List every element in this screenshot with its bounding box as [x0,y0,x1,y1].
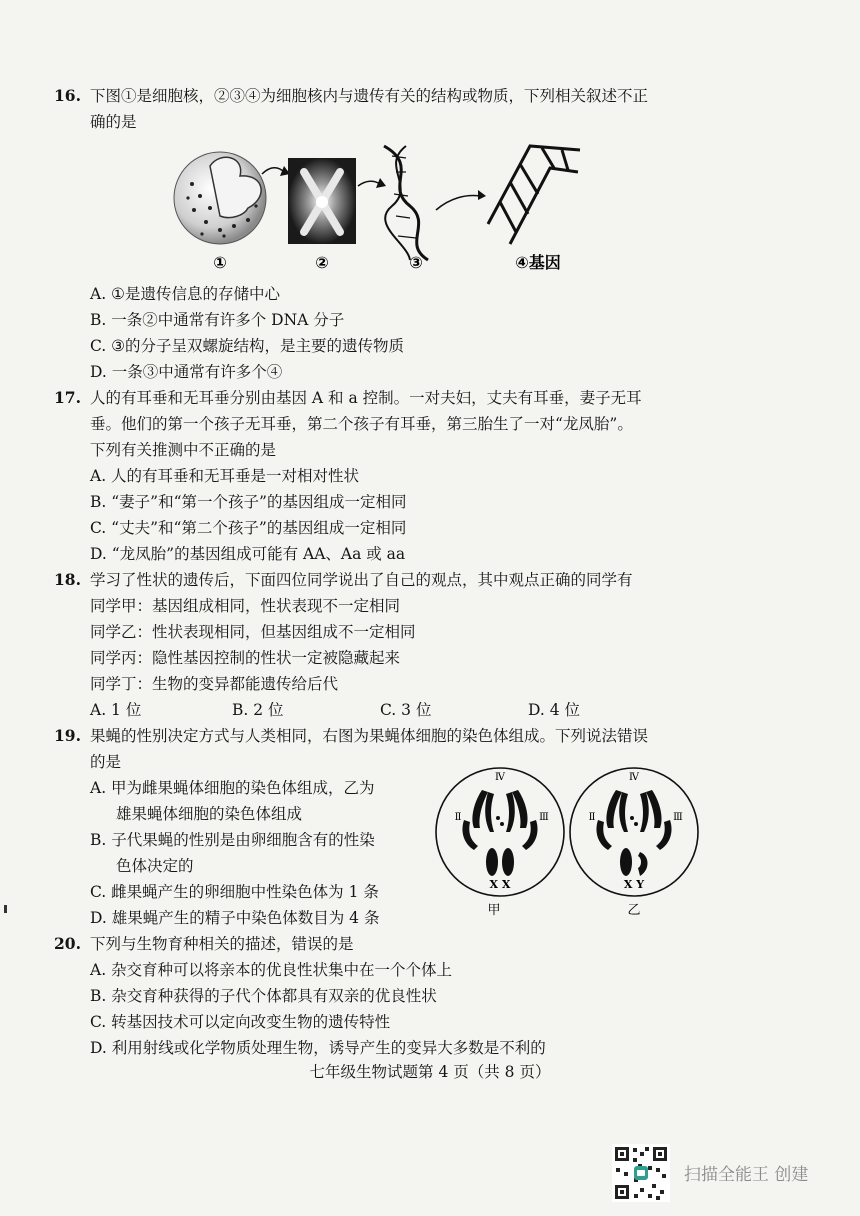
cell-jia-roman-2a: Ⅱ [454,812,462,823]
dna-helix [384,146,428,260]
q18-option-a: A. 1 位 [90,701,142,719]
scan-edge-mark [4,905,7,913]
q18-view-ding: 同学丁：生物的变异都能遗传给后代 [90,675,339,693]
q19-chromosome-figure [434,762,704,932]
q19-number: 19. [54,726,81,745]
q20-number: 20. [54,934,81,953]
q19-option-b-line2: 色体决定的 [116,857,194,875]
q17-option-d: D. “龙凤胎”的基因组成可能有 AA、Aa 或 aa [90,545,406,563]
q18-stem-line1: 学习了性状的遗传后，下面四位同学说出了自己的观点，其中观点正确的同学有 [90,571,633,589]
q19-option-c: C. 雌果蝇产生的卵细胞中性染色体为 1 条 [90,883,379,901]
q19-option-a-line1: A. 甲为雌果蝇体细胞的染色体组成，乙为 [90,779,375,797]
q18-option-d: D. 4 位 [528,701,581,719]
q20-option-c: C. 转基因技术可以定向改变生物的遗传特性 [90,1013,391,1031]
q20-option-d: D. 利用射线或化学物质处理生物，诱导产生的变异大多数是不利的 [90,1039,546,1057]
qr-code-icon [612,1144,674,1202]
q16-option-c: C. ③的分子呈双螺旋结构，是主要的遗传物质 [90,337,405,355]
q17-stem-line3: 下列有关推测中不正确的是 [90,441,277,459]
q18-view-bing: 同学丙：隐性基因控制的性状一定被隐藏起来 [90,649,401,667]
q17-option-c: C. “丈夫”和“第二个孩子”的基因组成一定相同 [90,519,407,537]
cell-jia-label: 甲 [487,903,501,918]
cell-yi-roman-2a: Ⅱ [588,812,596,823]
q17-option-b: B. “妻子”和“第一个孩子”的基因组成一定相同 [90,493,407,511]
q19-option-a-line2: 雄果蝇体细胞的染色体组成 [116,805,303,823]
q18-option-c: C. 3 位 [380,701,432,719]
q17-stem-line1: 人的有耳垂和无耳垂分别由基因 A 和 a 控制。一对夫妇，丈夫有耳垂，妻子无耳 [90,389,642,407]
q18-number: 18. [54,570,81,589]
q16-option-a: A. ①是遗传信息的存储中心 [90,285,280,303]
q20-stem-line1: 下列与生物育种相关的描述，错误的是 [90,935,354,953]
q16-stem-line2: 确的是 [90,113,137,131]
q20-option-a: A. 杂交育种可以将亲本的优良性状集中在一个个体上 [90,961,453,979]
label-3: ③ [409,253,423,272]
scanner-watermark [612,1144,852,1202]
cell-yi-roman-3a: Ⅲ [673,812,683,823]
q17-stem-line2: 垂。他们的第一个孩子无耳垂，第二个孩子有耳垂，第三胎生了一对“龙凤胎”。 [90,415,633,433]
nucleus-sphere [174,152,266,244]
q18-view-jia: 同学甲：基因组成相同，性状表现不一定相同 [90,597,401,615]
q17-option-a: A. 人的有耳垂和无耳垂是一对相对性状 [90,467,360,485]
cell-yi-roman-4: Ⅳ [629,772,639,783]
watermark-text: 扫描全能王 创建 [684,1165,809,1185]
q16-stem-line1: 下图①是细胞核，②③④为细胞核内与遗传有关的结构或物质，下列相关叙述不正 [90,87,649,105]
q16-option-b: B. 一条②中通常有许多个 DNA 分子 [90,311,345,329]
q16-option-d: D. 一条③中通常有许多个④ [90,363,283,381]
page-footer: 七年级生物试题第 4 页（共 8 页） [309,1063,551,1081]
cell-yi [570,768,698,918]
cell-yi-sex-chromosomes: X Y [623,878,645,891]
q18-view-yi: 同学乙：性状表现相同，但基因组成不一定相同 [90,623,416,641]
q16-figure [170,136,610,276]
gene-ladder [488,146,580,244]
chromosome-image [288,158,356,244]
q19-stem-line2: 的是 [90,753,122,771]
q18-option-b: B. 2 位 [232,701,284,719]
cell-jia-roman-4: Ⅳ [495,772,505,783]
label-1: ① [213,253,227,272]
cell-jia [436,768,564,918]
q17-number: 17. [54,388,81,407]
label-4-gene: ④基因 [515,253,561,272]
q16-number: 16. [54,86,81,105]
q19-stem-line1: 果蝇的性别决定方式与人类相同，右图为果蝇体细胞的染色体组成。下列说法错误 [90,727,649,745]
cell-jia-sex-chromosomes: X X [489,878,511,891]
label-2: ② [315,253,329,272]
q20-option-b: B. 杂交育种获得的子代个体都具有双亲的优良性状 [90,987,437,1005]
q19-option-d: D. 雄果蝇产生的精子中染色体数目为 4 条 [90,909,380,927]
cell-yi-label: 乙 [627,903,641,918]
cell-jia-roman-3a: Ⅲ [539,812,549,823]
q19-option-b-line1: B. 子代果蝇的性别是由卵细胞含有的性染 [90,831,375,849]
